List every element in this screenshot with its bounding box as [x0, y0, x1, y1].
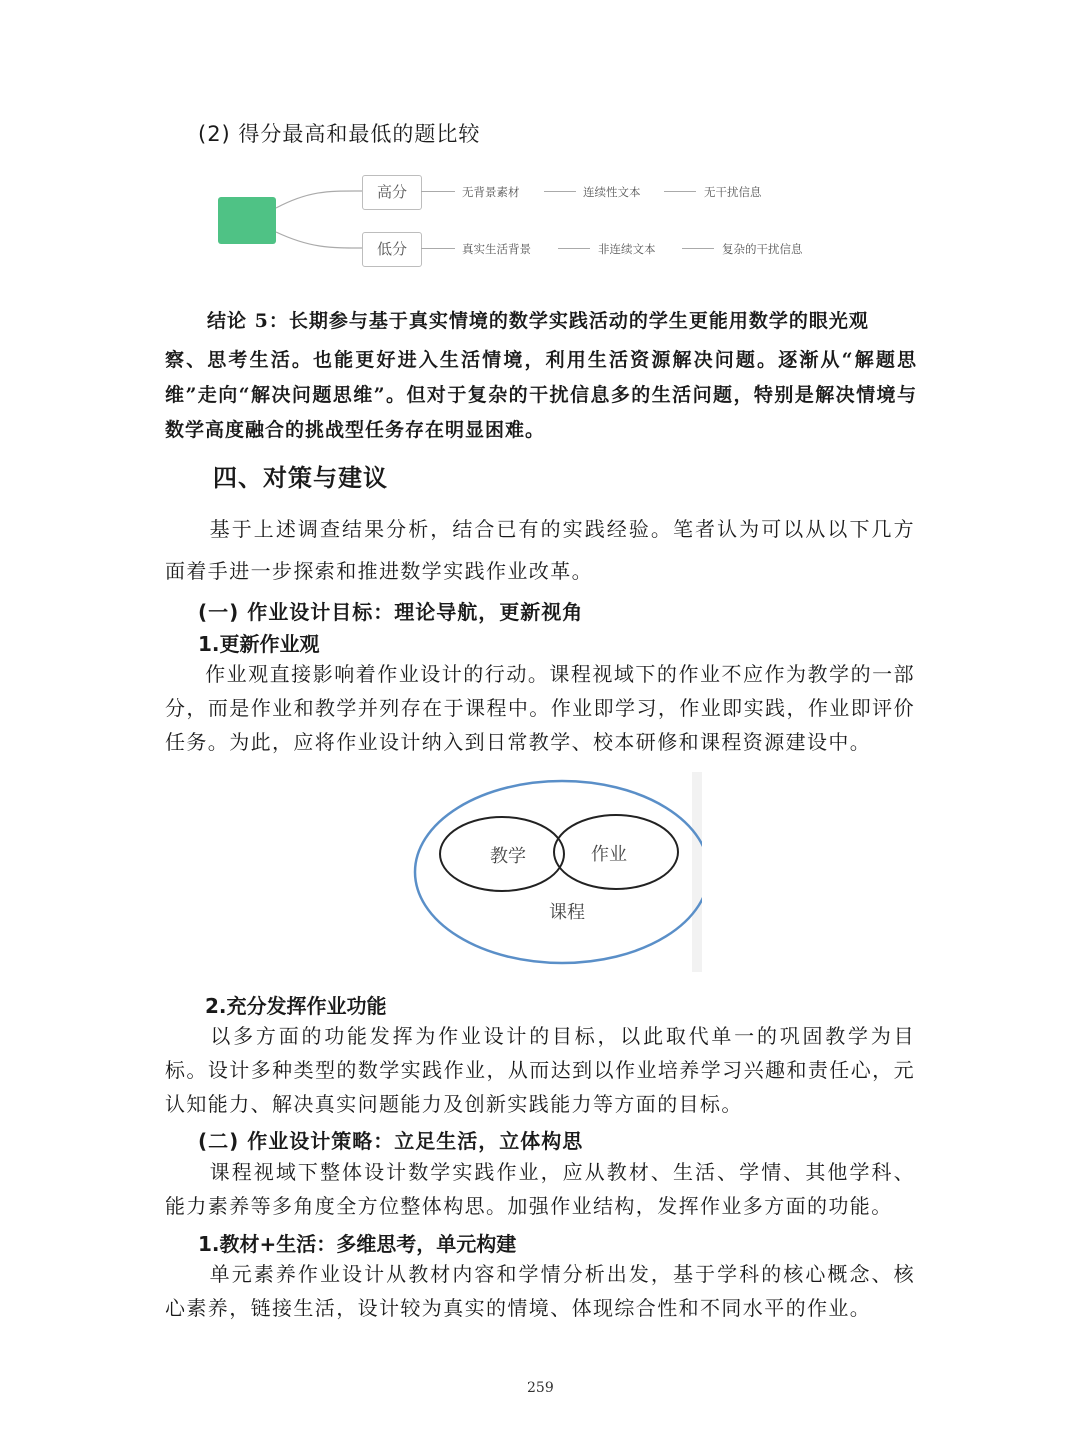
- mindmap-high-item: 无背景素材: [462, 185, 520, 199]
- venn-shapes: [410, 772, 702, 972]
- venn-label-curriculum: 课程: [549, 902, 585, 923]
- mindmap-low-item: 复杂的干扰信息: [722, 242, 803, 256]
- conclusion-paragraph: [165, 304, 917, 448]
- section-title: 四、对策与建议: [213, 464, 388, 492]
- venn-label-homework: 作业: [591, 844, 627, 865]
- part1-title: (一) 作业设计目标：理论导航，更新视角: [198, 600, 584, 624]
- mindmap-high-item: 连续性文本: [583, 185, 641, 199]
- mindmap-low-node: 低分: [362, 232, 422, 267]
- subheading-2: (2) 得分最高和最低的题比较: [198, 122, 481, 146]
- intro-paragraph: 基于上述调查结果分析，结合已有的实践经验。笔者认为可以从以下几方面着手进一步探索和推进数学实践作业改革。: [165, 517, 915, 583]
- part1-item1-title: 1.更新作业观: [198, 632, 320, 656]
- part1-item2-text: 以多方面的功能发挥为作业设计的目标，以此取代单一的巩固教学为目标。设计多种类型的数学实践作业，从而达到以作业培养学习兴趣和责任心，元认知能力、解决真实问题能力及创新实践能力等方面的目标。: [165, 1024, 915, 1116]
- part2-title: (二) 作业设计策略：立足生活，立体构思: [198, 1129, 584, 1153]
- mindmap-high-node: 高分: [362, 175, 422, 210]
- venn-diagram: [410, 772, 702, 972]
- conclusion-rest: 察、思考生活。也能更好进入生活情境，利用生活资源解决问题。逐渐从“解题思维”走向“解决问题思维”。但对于复杂的干扰信息多的生活问题，特别是解决情境与数学高度融合的挑战型任务存在明显困难。: [165, 349, 917, 441]
- mindmap-high-item: 无干扰信息: [704, 185, 762, 199]
- part1-item1-text: 作业观直接影响着作业设计的行动。课程视域下的作业不应作为教学的一部分，而是作业和教学并列存在于课程中。作业即学习，作业即实践，作业即评价任务。为此，应将作业设计纳入到日常教学、校本研修和课程资源建设中。: [165, 662, 915, 754]
- mindmap-low-item: 真实生活背景: [462, 242, 531, 256]
- part2-item1-text: 单元素养作业设计从教材内容和学情分析出发，基于学科的核心概念、核心素养，链接生活，设计较为真实的情境、体现综合性和不同水平的作业。: [165, 1262, 915, 1320]
- conclusion-first-line: 结论 5：长期参与基于真实情境的数学实践活动的学生更能用数学的眼光观: [207, 310, 869, 332]
- venn-label-teaching: 教学: [490, 846, 526, 867]
- part2-text: 课程视域下整体设计数学实践作业，应从教材、生活、学情、其他学科、能力素养等多角度全方位整体构思。加强作业结构，发挥作业多方面的功能。: [165, 1160, 915, 1218]
- part2-item1-title: 1.教材+生活：多维思考，单元构建: [198, 1232, 517, 1256]
- mindmap: [0, 160, 1080, 280]
- mindmap-connectors: [0, 160, 1080, 280]
- page-number: 259: [527, 1380, 554, 1396]
- mindmap-low-item: 非连续文本: [598, 242, 656, 256]
- part1-item2-title: 2.充分发挥作业功能: [205, 994, 387, 1018]
